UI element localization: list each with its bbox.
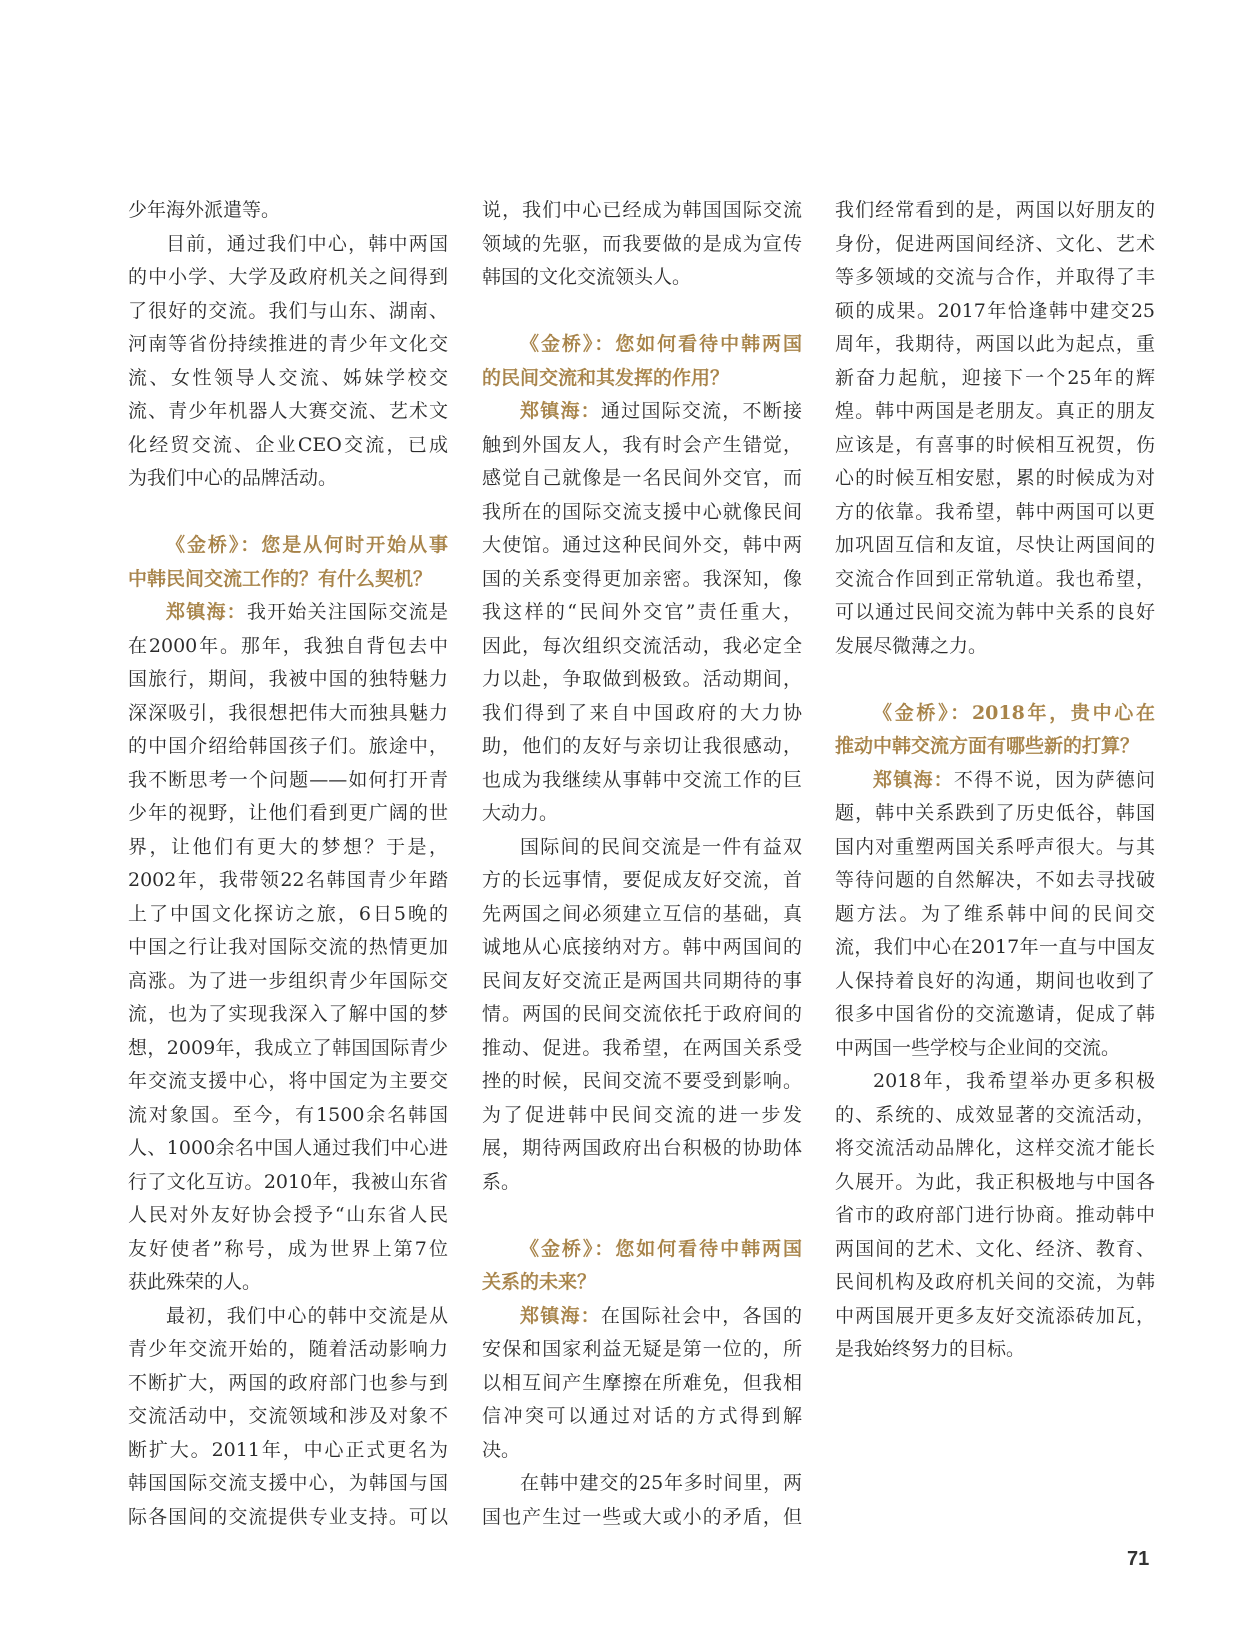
text-line xyxy=(128,362,448,396)
body-text: 我们经常看到的是，两国以好朋友的 xyxy=(835,199,1155,221)
body-text: 2002年，我带领22名韩国青少年踏 xyxy=(128,869,448,891)
text-line xyxy=(482,931,802,965)
body-text: 民间机构及政府机关间的交流，为韩 xyxy=(835,1271,1155,1293)
text-line xyxy=(128,1065,448,1099)
body-text: 两国间的艺术、文化、经济、教育、 xyxy=(835,1237,1155,1260)
text-line xyxy=(835,395,1155,429)
body-text: 我们得到了来自中国政府的大力协 xyxy=(482,701,802,724)
text-line xyxy=(128,831,448,865)
paragraph-gap xyxy=(482,295,802,329)
body-text: 在国际社会中，各国的 xyxy=(600,1304,802,1327)
text-line xyxy=(835,1333,1155,1367)
text-line xyxy=(128,1501,448,1535)
text-line xyxy=(835,1132,1155,1166)
question-text: 《金桥》：2018年，贵中心在 xyxy=(873,701,1155,724)
body-text: 2018年，我希望举办更多积极 xyxy=(873,1070,1155,1092)
text-line xyxy=(482,1065,802,1099)
body-text: 国内对重塑两国关系呼声很大。与其 xyxy=(835,835,1155,858)
text-line xyxy=(128,931,448,965)
question-text: 关系的未来？ xyxy=(482,1271,597,1293)
body-text: 大使馆。通过这种民间外交，韩中两 xyxy=(482,534,802,556)
body-text: 应该是，有喜事的时候相互祝贺，伤 xyxy=(835,433,1155,456)
body-text: 化经贸交流、企业CEO交流，已成 xyxy=(128,433,448,456)
body-text: 际各国间的交流提供专业支持。可以 xyxy=(128,1505,448,1528)
speaker-name: 郑镇海： xyxy=(873,768,954,791)
body-text: 目前，通过我们中心，韩中两国 xyxy=(166,232,448,255)
text-line xyxy=(128,697,448,731)
text-line xyxy=(128,328,448,362)
text-line xyxy=(128,764,448,798)
body-text: 国也产生过一些或大或小的矛盾，但 xyxy=(482,1505,802,1528)
text-line xyxy=(835,1065,1155,1099)
text-line xyxy=(482,998,802,1032)
body-text: 展，期待两国政府出台积极的协助体 xyxy=(482,1137,802,1159)
body-text: 不断扩大，两国的政府部门也参与到 xyxy=(128,1371,448,1394)
text-line xyxy=(482,1132,802,1166)
question-text: 《金桥》：您如何看待中韩两国 xyxy=(520,333,802,355)
text-line xyxy=(128,228,448,262)
body-text: 触到外国友人，我有时会产生错觉， xyxy=(482,433,802,456)
text-line xyxy=(482,194,802,228)
paragraph-gap xyxy=(835,663,1155,697)
body-text: 少年海外派遣等。 xyxy=(128,199,281,221)
body-text: 在韩中建交的25年多时间里，两 xyxy=(520,1472,802,1494)
body-text: 我所在的国际交流支援中心就像民间 xyxy=(482,500,802,523)
body-text: 为了促进韩中民间交流的进一步发 xyxy=(482,1103,802,1126)
body-text: 方的依靠。我希望，韩中两国可以更 xyxy=(835,500,1155,523)
text-line xyxy=(482,496,802,530)
body-text: 领域的先驱，而我要做的是成为宣传 xyxy=(482,232,802,255)
body-text: 说，我们中心已经成为韩国国际交流 xyxy=(482,199,802,221)
text-line xyxy=(835,295,1155,329)
question-text: 中韩民间交流工作的？有什么契机？ xyxy=(128,567,433,590)
question-text: 的民间交流和其发挥的作用？ xyxy=(482,366,730,389)
page-number: 71 xyxy=(1127,1548,1150,1570)
text-line xyxy=(482,898,802,932)
text-line xyxy=(128,261,448,295)
text-line xyxy=(128,1132,448,1166)
question-line xyxy=(835,697,1155,731)
text-line xyxy=(128,1032,448,1066)
body-text: 情。两国的民间交流依托于政府间的 xyxy=(482,1003,802,1025)
speaker-name: 郑镇海： xyxy=(520,400,601,422)
body-text: 交流活动中，交流领域和涉及对象不 xyxy=(128,1405,448,1427)
text-line xyxy=(482,1333,802,1367)
body-text: 因此，每次组织交流活动，我必定全 xyxy=(482,634,802,657)
body-text: 将交流活动品牌化，这样交流才能长 xyxy=(835,1137,1155,1159)
text-line xyxy=(835,529,1155,563)
text-line xyxy=(835,1032,1155,1066)
question-line xyxy=(835,730,1155,764)
body-text: 流对象国。至今，有1500余名韩国 xyxy=(128,1103,448,1126)
text-line xyxy=(835,1300,1155,1334)
text-line xyxy=(482,797,802,831)
text-line xyxy=(835,194,1155,228)
body-text: 年交流支援中心，将中国定为主要交 xyxy=(128,1070,448,1092)
body-text: 安保和国家利益无疑是第一位的，所 xyxy=(482,1338,802,1360)
question-line xyxy=(128,529,448,563)
text-line xyxy=(482,228,802,262)
body-text: 人保持着良好的沟通，期间也收到了 xyxy=(835,969,1155,992)
question-line xyxy=(128,563,448,597)
body-text: 交流合作回到正常轨道。我也希望， xyxy=(835,567,1155,590)
body-text: 国旅行，期间，我被中国的独特魅力 xyxy=(128,668,448,690)
text-line xyxy=(835,563,1155,597)
body-text: 我这样的“民间外交官”责任重大， xyxy=(482,601,802,623)
text-line xyxy=(835,965,1155,999)
text-line xyxy=(835,462,1155,496)
body-text: 中两国一些学校与企业间的交流。 xyxy=(835,1036,1121,1059)
text-line xyxy=(482,1367,802,1401)
text-line xyxy=(128,1434,448,1468)
text-line xyxy=(835,261,1155,295)
question-text: 《金桥》：您如何看待中韩两国 xyxy=(520,1237,802,1260)
text-line xyxy=(128,462,448,496)
text-line xyxy=(128,1199,448,1233)
body-text: 等待问题的自然解决，不如去寻找破 xyxy=(835,869,1155,891)
text-line xyxy=(482,596,802,630)
text-line xyxy=(835,1266,1155,1300)
body-text: 力以赴，争取做到极致。活动期间， xyxy=(482,668,802,690)
body-text: 中两国展开更多友好交流添砖加瓦， xyxy=(835,1304,1155,1327)
text-line xyxy=(482,1400,802,1434)
text-line xyxy=(835,1099,1155,1133)
speaker-name: 郑镇海： xyxy=(520,1304,601,1327)
text-line xyxy=(128,1467,448,1501)
body-text: 了很好的交流。我们与山东、湖南、 xyxy=(128,299,448,322)
body-text: 大动力。 xyxy=(482,802,559,824)
paragraph-gap xyxy=(128,496,448,530)
text-line xyxy=(128,1400,448,1434)
paragraph-gap xyxy=(482,1199,802,1233)
body-text: 友好使者”称号，成为世界上第7位 xyxy=(128,1237,448,1260)
body-text: 国际间的民间交流是一件有益双 xyxy=(520,835,802,858)
body-text: 少年的视野，让他们看到更广阔的世 xyxy=(128,802,448,824)
text-line xyxy=(835,362,1155,396)
body-text: 先两国之间必须建立互信的基础，真 xyxy=(482,902,802,925)
body-text: 感觉自己就像是一名民间外交官，而 xyxy=(482,467,802,489)
text-line xyxy=(835,429,1155,463)
body-text: 深深吸引，我很想把伟大而独具魅力 xyxy=(128,701,448,724)
text-line xyxy=(835,764,1155,798)
text-line xyxy=(482,831,802,865)
body-text: 煌。韩中两国是老朋友。真正的朋友 xyxy=(835,400,1155,422)
body-text: 韩国的文化交流领头人。 xyxy=(482,266,692,288)
text-line xyxy=(482,1166,802,1200)
text-line xyxy=(128,898,448,932)
body-text: 行了文化互访。2010年，我被山东省 xyxy=(128,1170,448,1193)
body-text: 挫的时候，民间交流不要受到影响。 xyxy=(482,1070,802,1092)
body-text: 可以通过民间交流为韩中关系的良好 xyxy=(835,601,1155,623)
body-text: 断扩大。2011年，中心正式更名为 xyxy=(128,1438,448,1461)
body-text: 河南等省份持续推进的青少年文化交 xyxy=(128,333,448,355)
body-text: 的中小学、大学及政府机关之间得到 xyxy=(128,266,448,288)
text-line xyxy=(482,261,802,295)
text-line xyxy=(835,898,1155,932)
body-text: 信冲突可以通过对话的方式得到解 xyxy=(482,1405,802,1427)
text-line xyxy=(835,1233,1155,1267)
speaker-name: 郑镇海： xyxy=(166,601,247,623)
body-text: 我不断思考一个问题——如何打开青 xyxy=(128,768,448,791)
text-line xyxy=(835,797,1155,831)
question-line xyxy=(482,1266,802,1300)
body-text: 身份，促进两国间经济、文化、艺术 xyxy=(835,232,1155,255)
text-line xyxy=(482,1434,802,1468)
body-text: 最初，我们中心的韩中交流是从 xyxy=(166,1304,448,1327)
text-column-2 xyxy=(482,194,802,1534)
body-text: 青少年交流开始的，随着活动影响力 xyxy=(128,1338,448,1360)
body-text: 流、青少年机器人大赛交流、艺术文 xyxy=(128,400,448,422)
body-text: 韩国国际交流支援中心，为韩国与国 xyxy=(128,1472,448,1494)
text-line xyxy=(128,1099,448,1133)
body-text: 以相互间产生摩擦在所难免，但我相 xyxy=(482,1371,802,1394)
text-line xyxy=(482,764,802,798)
text-line xyxy=(128,1266,448,1300)
body-text: 流，也为了实现我深入了解中国的梦 xyxy=(128,1003,448,1025)
text-line xyxy=(128,395,448,429)
text-line xyxy=(482,663,802,697)
text-line xyxy=(482,395,802,429)
text-line xyxy=(835,328,1155,362)
body-text: 我开始关注国际交流是 xyxy=(246,601,448,623)
body-text: 方的长远事情，要促成友好交流，首 xyxy=(482,869,802,891)
body-text: 不得不说，因为萨德问 xyxy=(953,768,1155,791)
text-line xyxy=(482,563,802,597)
text-line xyxy=(482,630,802,664)
body-text: 诚地从心底接纳对方。韩中两国间的 xyxy=(482,936,802,958)
question-text: 《金桥》：您是从何时开始从事 xyxy=(166,534,448,556)
text-line xyxy=(835,1166,1155,1200)
body-text: 很多中国省份的交流邀请，促成了韩 xyxy=(835,1003,1155,1025)
body-text: 省市的政府部门进行协商。推动韩中 xyxy=(835,1204,1155,1226)
text-line xyxy=(482,462,802,496)
body-text: 系。 xyxy=(482,1170,521,1193)
body-text: 助，他们的友好与亲切让我很感动， xyxy=(482,735,802,757)
body-text: 题方法。为了维系韩中间的民间交 xyxy=(835,902,1155,925)
text-line xyxy=(482,1501,802,1535)
text-line xyxy=(482,1467,802,1501)
body-text: 加巩固互信和友谊，尽快让两国间的 xyxy=(835,534,1155,556)
text-line xyxy=(835,998,1155,1032)
text-line xyxy=(835,931,1155,965)
body-text: 是我始终努力的目标。 xyxy=(835,1338,1026,1360)
body-text: 的、系统的、成效显著的交流活动， xyxy=(835,1103,1155,1126)
body-text: 周年，我期待，两国以此为起点，重 xyxy=(835,333,1155,355)
body-text: 发展尽微薄之力。 xyxy=(835,634,988,657)
text-line xyxy=(482,529,802,563)
text-line xyxy=(482,1099,802,1133)
text-line xyxy=(128,1166,448,1200)
text-line xyxy=(482,864,802,898)
body-text: 也成为我继续从事韩中交流工作的巨 xyxy=(482,768,802,791)
text-line xyxy=(128,1233,448,1267)
body-text: 为我们中心的品牌活动。 xyxy=(128,467,338,489)
text-line xyxy=(835,496,1155,530)
body-text: 流，我们中心在2017年一直与中国友 xyxy=(835,936,1155,958)
text-line xyxy=(835,864,1155,898)
body-text: 人、1000余名中国人通过我们中心进 xyxy=(128,1137,448,1159)
body-text: 获此殊荣的人。 xyxy=(128,1271,262,1293)
body-text: 流、女性领导人交流、姊妹学校交 xyxy=(128,366,448,389)
text-line xyxy=(128,998,448,1032)
body-text: 民间友好交流正是两国共同期待的事 xyxy=(482,969,802,992)
text-line xyxy=(482,697,802,731)
body-text: 新奋力起航，迎接下一个25年的辉 xyxy=(835,366,1155,389)
body-text: 上了中国文化探访之旅，6日5晚的 xyxy=(128,902,448,925)
text-line xyxy=(128,429,448,463)
text-line xyxy=(128,630,448,664)
body-text: 心的时候互相安慰，累的时候成为对 xyxy=(835,467,1155,489)
text-line xyxy=(482,965,802,999)
body-text: 题，韩中关系跌到了历史低谷，韩国 xyxy=(835,802,1155,824)
text-line xyxy=(128,663,448,697)
body-text: 通过国际交流，不断接 xyxy=(600,400,802,422)
question-line xyxy=(482,362,802,396)
body-text: 在2000年。那年，我独自背包去中 xyxy=(128,634,448,657)
text-line xyxy=(835,630,1155,664)
text-line xyxy=(835,1199,1155,1233)
text-line xyxy=(482,1300,802,1334)
text-line xyxy=(482,429,802,463)
text-line xyxy=(482,1032,802,1066)
text-line xyxy=(128,730,448,764)
body-text: 硕的成果。2017年恰逢韩中建交25 xyxy=(835,299,1155,322)
body-text: 久展开。为此，我正积极地与中国各 xyxy=(835,1170,1155,1193)
text-line xyxy=(128,965,448,999)
body-text: 想，2009年，我成立了韩国国际青少 xyxy=(128,1036,448,1059)
question-line xyxy=(482,1233,802,1267)
text-line xyxy=(128,1367,448,1401)
body-text: 推动、促进。我希望，在两国关系受 xyxy=(482,1036,802,1059)
body-text: 人民对外友好协会授予“山东省人民 xyxy=(128,1204,448,1226)
body-text: 决。 xyxy=(482,1438,521,1461)
question-line xyxy=(482,328,802,362)
text-column-1 xyxy=(128,194,448,1534)
body-text: 高涨。为了进一步组织青少年国际交 xyxy=(128,969,448,992)
text-line xyxy=(128,797,448,831)
body-text: 界，让他们有更大的梦想？于是， xyxy=(128,835,448,858)
text-line xyxy=(128,864,448,898)
text-line xyxy=(835,228,1155,262)
text-line xyxy=(128,1300,448,1334)
question-text: 推动中韩交流方面有哪些新的打算？ xyxy=(835,735,1140,757)
text-line xyxy=(835,596,1155,630)
body-text: 等多领域的交流与合作，并取得了丰 xyxy=(835,266,1155,288)
text-column-3 xyxy=(835,194,1155,1367)
body-text: 的中国介绍给韩国孩子们。旅途中， xyxy=(128,735,448,757)
text-line xyxy=(128,194,448,228)
body-text: 中国之行让我对国际交流的热情更加 xyxy=(128,936,448,958)
text-line xyxy=(128,596,448,630)
body-text: 国的关系变得更加亲密。我深知，像 xyxy=(482,567,802,590)
text-line xyxy=(128,1333,448,1367)
text-line xyxy=(128,295,448,329)
text-line xyxy=(482,730,802,764)
text-line xyxy=(835,831,1155,865)
